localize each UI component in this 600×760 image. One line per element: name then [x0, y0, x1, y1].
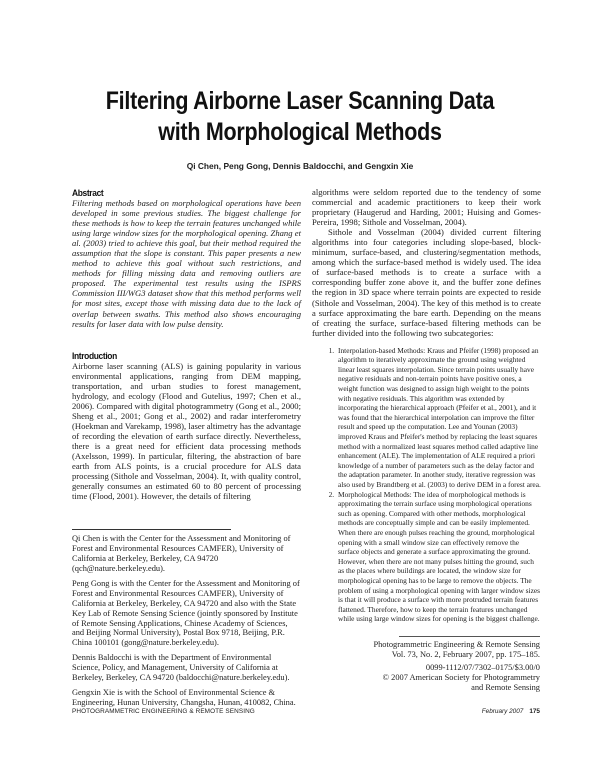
subcategory-morphological: 2. Morphological Methods: The idea of morphological methods is approximating the terrain surface using morphological operations such as opening. Compared with other methods, morphological methods are conceptually simple and can be easily implemented. When there are enough pulses reaching the ground, morphological opening with a small window size can effectively remove the surface objects and generate a surface approximating the ground. However, when there are not many pulses hitting the ground, such as the places where buildings are located, the window size for morphological opening has to be large to remove the objects. The problem of using a morphological opening with larger window sizes is that it will produce a surface with more protruded terrain features flattened. Therefore, how to keep the terrain features unchanged while using large window sizes for opening is the biggest challenge. [336, 490, 541, 624]
page-number: 175 [529, 708, 540, 715]
running-footer-journal: PHOTOGRAMMETRIC ENGINEERING & REMOTE SENSING [72, 708, 255, 715]
publication-info-divider [399, 636, 540, 637]
paper-title [42, 86, 558, 148]
subcategory-list [312, 346, 541, 624]
publication-copyright [362, 663, 540, 693]
footnote-author-4: Gengxin Xie is with the School of Environmental Science & Engineering, Hunan University, Changsha, Hunan, 410082, China. [72, 687, 296, 707]
copyright-line-1: © 2007 American Society for Photogrammetry [382, 672, 540, 682]
journal-name: Photogrammetric Engineering & Remote Sensing [373, 640, 540, 649]
subcategory-interpolation: 1. Interpolation-based Methods: Kraus and Pfeifer (1998) proposed an algorithm to iteratively approximate the ground using weighted linear least squares interpolation. Since terrain points usually have negative residuals and non-terrain points have positive ones, a weight function was designed to assign high weight to the points with negative residuals. This algorithm was extended by incorporating the hierarchical approach (Pfeifer et al., 2001), and it was found that the hierarchical interpolation can improve the filter result and speed up the computation. Lee and Younan (2003) improved Kraus and Pfeifer's method by replacing the least squares method with a normalized least squares method called adaptive line enhancement (ALE). The implementation of ALE required a priori knowledge of a number of parameters such as the delay factor and the adaptation parameter. In another study, iterative regression was also used by Brandtberg et al. (2003) to derive DEM in a forest area. [336, 346, 541, 490]
abstract-heading: Abstract [72, 187, 104, 198]
title-line-1: Filtering Airborne Laser Scanning Data [105, 87, 495, 115]
left-column [72, 187, 301, 713]
introduction-heading: Introduction [72, 349, 117, 361]
footnote-author-1: Qi Chen is with the Center for the Assessment and Monitoring of Forest and Environmental Resources CAMFER), University of California at Berkeley, Berkeley, CA 94720 (qch@nature.berkeley.edu). [72, 534, 291, 573]
running-footer-date: February 2007 [481, 708, 524, 715]
copyright-line-2: and Remote Sensing [471, 682, 540, 692]
footnote-author-3: Dennis Baldocchi is with the Department of Environmental Science, Policy, and Management, University of California at Berkeley, Berkeley, CA 94720 (baldocchi@nature.berkeley.edu). [72, 653, 290, 683]
volume-citation: Vol. 73, No. 2, February 2007, pp. 175–185. [391, 649, 540, 659]
publication-citation [362, 640, 540, 660]
footnote-divider [72, 529, 231, 530]
running-footer-right [476, 708, 540, 715]
introduction-paragraph-2: Sithole and Vosselman (2004) divided current filtering algorithms into four categories including slope-based, block-minimum, surface-based, and clustering/segmentation methods, among which the surface-based method is widely used. The idea of surface-based methods is to create a surface with a corresponding buffer zone above it, and the buffer zone defines the region in 3D space where terrain points are expected to reside (Sithole and Vosselman, 2004). The key of this method is to create a surface approximating the bare earth. Depending on the means of creating the surface, surface-based filtering methods can be further divided into the following two subcategories: [312, 227, 541, 338]
introduction-paragraph-1: Airborne laser scanning (ALS) is gaining popularity in various environmental applications, ranging from DEM mapping, transportation, and urban studies to forest management, hydrology, and ecology (Flood and Gutelius, 1997; Chen et al., 2006). Compared with digital photogrammetry (Gong et al., 2000; Sheng et al., 2001; Gong et al., 2002) and radar interferometry (Hoekman and Varekamp, 1998), laser altimetry has the advantage of recording the elevation of earth surface directly. Nevertheless, there is a great need for efficient data processing methods (Axelsson, 1999). In particular, filtering, the abstraction of bare earth from ALS points, is a crucial procedure for ALS data processing (Sithole and Vosselman, 2004). It, with quality control, generally consumes an estimated 60 to 80 percent of processing time (Flood, 2001). However, the details of filtering [72, 360, 301, 502]
title-line-2: with Morphological Methods [158, 118, 442, 146]
introduction-paragraph-1-continued: algorithms were seldom reported due to the tendency of some commercial and academic practitioners to keep their work proprietary (Haugerud and Harding, 2001; Huising and Gomes-Pereira, 1998; Sithole and Vosselman, 2004). [312, 187, 541, 228]
abstract-text: Filtering methods based on morphological operations have been developed in some previous studies. The biggest challenge for these methods is how to keep the terrain features unchanged while using large window sizes for the morphological opening. Zhang et al. (2003) tried to achieve this goal, but their method required the assumption that the slope is constant. This paper presents a new method to achieve this goal without such restrictions, and methods for filling missing data and removing outliers are proposed. The experimental test results using the ISPRS Commission III/WG3 dataset show that this method performs well for most sites, except those with missing data due to the lack of overlap between swaths. This method also shows encouraging results for laser data with low pulse density. [72, 198, 301, 329]
article-code: 0099-1112/07/7302–0175/$3.00/0 [425, 663, 540, 672]
right-column [312, 187, 541, 624]
author-list: Qi Chen, Peng Gong, Dennis Baldocchi, and Gengxin Xie [186, 161, 414, 171]
footnote-author-2: Peng Gong is with the Center for the Assessment and Monitoring of Forest and Environmental Resources CAMFER), University of California at Berkeley, Berkeley, CA 94720 and also with the State Key Lab of Remote Sensing Science (jointly sponsored by Institute of Remote Sensing Applications, Chinese Academy of Sciences, and Beijing Normal University), Postal Box 9718, Beijing, P.R. China 100101 (gong@nature.berkeley.edu). [72, 578, 300, 648]
